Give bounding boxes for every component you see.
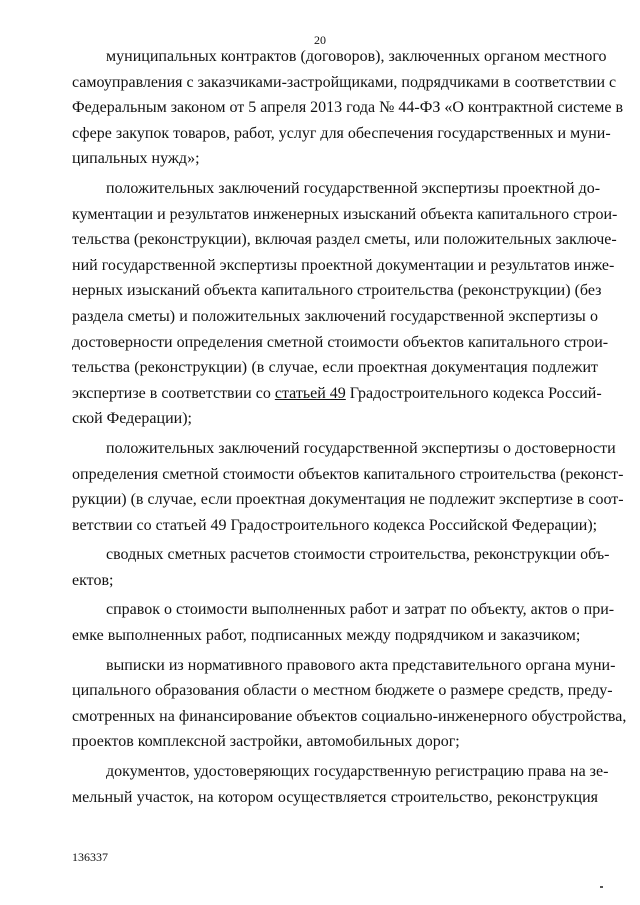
text-fragment: Градостроительного кодекса Россий- (345, 384, 602, 402)
scan-speck (600, 886, 603, 888)
text-line: ципальных нужд»; (72, 150, 200, 168)
text-line: самоуправления с заказчиками-застройщиками, подрядчиками в соответствии с (72, 73, 617, 91)
text-line: рукции) (в случае, если проектная документация не подлежит экспертизе в соот- (72, 491, 624, 509)
text-line: сфере закупок товаров, работ, услуг для обеспечения государственных и муни- (72, 124, 611, 142)
text-line: нерных изысканий объекта капитального строительства (реконструкции) (без (72, 282, 602, 300)
text-line: сводных сметных расчетов стоимости строительства, реконструкции объ- (106, 546, 610, 564)
text-line: ектов; (72, 571, 114, 589)
document-body (72, 44, 627, 810)
text-line: емке выполненных работ, подписанных между подрядчиком и заказчиком; (72, 627, 581, 645)
text-line-with-link (72, 381, 602, 407)
text-line: положительных заключений государственной экспертизы проектной до- (106, 179, 601, 197)
text-line: выписки из нормативного правового акта представительного органа муни- (106, 656, 616, 674)
text-line: определения сметной стоимости объектов капитального строительства (реконст- (72, 465, 624, 483)
text-line: достоверности определения сметной стоимости объектов капитального строи- (72, 333, 609, 351)
document-code: 136337 (72, 850, 108, 864)
text-line: тельства (реконструкции), включая раздел сметы, или положительных заключе- (72, 231, 617, 249)
text-line: смотренных на финансирование объектов социально-инженерного обустройства, (72, 707, 627, 725)
text-line: ской Федерации); (72, 410, 192, 428)
article-49-link[interactable]: статьей 49 (274, 384, 346, 402)
text-fragment: экспертизе в соответствии со (72, 384, 275, 402)
text-line: ветствии со статьей 49 Градостроительного кодекса Российской Федерации); (72, 516, 598, 534)
text-line: ний государственной экспертизы проектной документации и результатов инже- (72, 256, 615, 274)
text-line: ципального образования области о местном бюджете о размере средств, преду- (72, 682, 613, 700)
text-line: документов, удостоверяющих государственную регистрацию права на зе- (106, 763, 609, 781)
text-line: справок о стоимости выполненных работ и затрат по объекту, актов о при- (106, 601, 615, 619)
text-line: Федеральным законом от 5 апреля 2013 года № 44-ФЗ «О контрактной системе в (72, 99, 624, 117)
text-line: мельный участок, на котором осуществляется строительство, реконструкция (72, 788, 598, 806)
text-line: кументации и результатов инженерных изысканий объекта капитального строи- (72, 205, 618, 223)
page-number: 20 (314, 33, 326, 47)
text-line: раздела сметы) и положительных заключений государственной экспертизы о (72, 307, 598, 325)
text-line: муниципальных контрактов (договоров), заключенных органом местного (106, 48, 607, 65)
text-line: тельства (реконструкции) (в случае, если проектная документация подлежит (72, 359, 598, 377)
text-line: проектов комплексной застройки, автомобильных дорог; (72, 733, 460, 751)
text-line: положительных заключений государственной экспертизы о достоверности (106, 439, 616, 457)
